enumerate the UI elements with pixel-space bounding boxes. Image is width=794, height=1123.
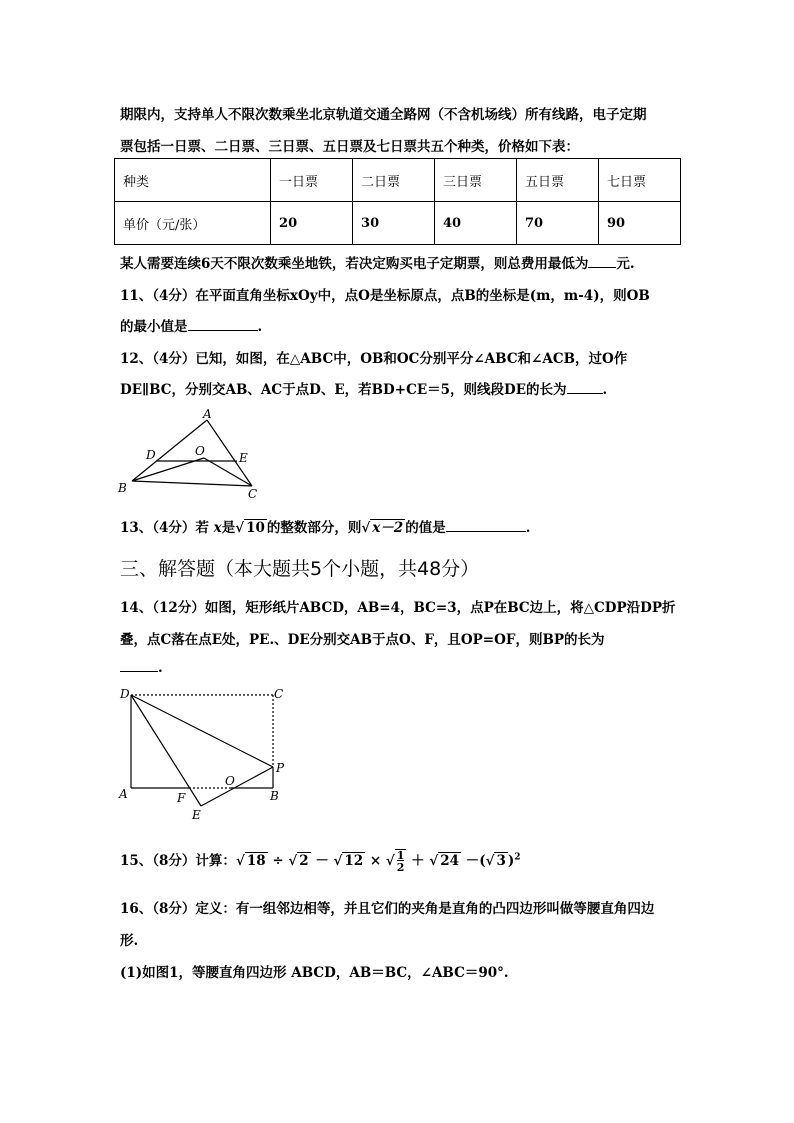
q12-line-1: 12、（4分）已知，如图，在△ABC中，OB和OC分别平分∠ABC和∠ACB，过O作 bbox=[120, 351, 628, 367]
op-divide: ÷ bbox=[272, 853, 284, 869]
q10-text: 某人需要连续6天不限次数乘坐地铁，若决定购买电子定期票，则总费用最低为 bbox=[120, 256, 589, 272]
q13-end: . bbox=[525, 520, 531, 536]
fraction-half bbox=[395, 849, 407, 874]
table-row bbox=[115, 202, 681, 245]
exponent-2: 2 bbox=[514, 852, 521, 863]
section-title: 三、解答题（本大题共5个小题，共48分） bbox=[120, 558, 480, 580]
label-c: C bbox=[248, 487, 258, 500]
q11-end: . bbox=[257, 319, 263, 335]
q14-line-3 bbox=[120, 659, 163, 676]
q12-end: . bbox=[602, 382, 608, 398]
table-header-cell: 种类 bbox=[115, 159, 271, 202]
q13-radicand-1: 10 bbox=[246, 520, 265, 536]
label-o: O bbox=[195, 444, 205, 458]
q12-text: DE∥BC，分别交AB、AC于点D、E，若BD+CE＝5，则线段DE的长为 bbox=[120, 382, 567, 398]
segment-de bbox=[131, 695, 201, 806]
op-plus: ＋ bbox=[411, 853, 425, 869]
q14-end: . bbox=[158, 660, 163, 676]
q10-tail bbox=[120, 252, 635, 272]
table-header-cell: 五日票 bbox=[517, 159, 599, 202]
answer-blank bbox=[446, 519, 526, 532]
label-a: A bbox=[119, 787, 128, 801]
label-d: D bbox=[146, 448, 156, 462]
intro-line-1: 期限内，支持单人不限次数乘坐北京轨道交通全路网（不含机场线）所有线路，电子定期 bbox=[120, 107, 647, 123]
q13-line: 13、（4分）若 x是√ 10 的整数部分，则√ x－2 的值是 . bbox=[120, 520, 531, 536]
q13-is: 是 bbox=[221, 520, 236, 536]
fraction-numerator: 1 bbox=[396, 849, 405, 862]
answer-blank bbox=[188, 318, 258, 331]
q11-line-2 bbox=[120, 315, 262, 335]
label-o: O bbox=[225, 774, 235, 788]
radicand-3: 3 bbox=[496, 853, 506, 869]
segment-bc bbox=[132, 481, 252, 486]
label-p: P bbox=[276, 761, 285, 775]
close-paren: ) bbox=[507, 853, 515, 869]
q16-line-2: 形. bbox=[120, 933, 139, 949]
table-cell: 90 bbox=[598, 202, 680, 245]
op-minus-paren: －( bbox=[465, 853, 486, 869]
q10-unit: 元. bbox=[616, 256, 635, 272]
q16-line-3: (1)如图1，等腰直角四边形 ABCD，AB＝BC，∠ABC＝90°. bbox=[120, 965, 509, 981]
answer-blank bbox=[120, 659, 158, 672]
radicand-18: 18 bbox=[246, 853, 266, 869]
radicand-2: 2 bbox=[299, 853, 309, 869]
table-cell: 20 bbox=[271, 202, 353, 245]
q14-line-1: 14、（12分）如图，矩形纸片ABCD，AB=4，BC=3，点P在BC边上，将△CDP沿DP折 bbox=[120, 600, 676, 616]
q13-mid: 的整数部分，则 bbox=[266, 520, 362, 536]
label-d: D bbox=[120, 687, 130, 701]
q12-line-2 bbox=[120, 378, 607, 398]
q13-prefix: 13、（4分）若 bbox=[120, 520, 209, 536]
table-header-cell: 一日票 bbox=[271, 159, 353, 202]
rectangle-fold-figure bbox=[112, 684, 292, 824]
q15-prefix: 15、（8分）计算： bbox=[120, 853, 236, 869]
table-row-label: 单价（元/张） bbox=[115, 202, 271, 245]
table-cell: 70 bbox=[517, 202, 599, 245]
table-header-cell: 三日票 bbox=[435, 159, 517, 202]
segment-ep bbox=[201, 767, 273, 806]
q13-radicand-2: x－2 bbox=[372, 520, 404, 536]
fraction-denominator: 2 bbox=[396, 861, 405, 874]
radicand-12: 12 bbox=[344, 853, 364, 869]
q11-text: 的最小值是 bbox=[120, 319, 188, 335]
segment-dp bbox=[131, 695, 273, 767]
q11-line-1: 11、（4分）在平面直角坐标xOy中，点O是坐标原点，点B的坐标是(m，m-4)，则OB bbox=[120, 288, 650, 304]
label-a: A bbox=[203, 407, 212, 421]
table-header-cell: 二日票 bbox=[353, 159, 435, 202]
intro-line-2: 票包括一日票、二日票、三日票、五日票及七日票共五个种类，价格如下表： bbox=[120, 139, 579, 155]
answer-blank bbox=[567, 381, 603, 394]
table-cell: 30 bbox=[353, 202, 435, 245]
q15-line: 15、（8分）计算：√ 18 ÷ √ 2 － √ $12 \times √\frac{1}{2}$ ＋ √ 24 －(√ 3 )$^2$ bbox=[120, 849, 521, 874]
label-c: C bbox=[274, 687, 284, 701]
q14-line-2: 叠，点C落在点E处，PE.、DE分别交AB于点O、F，且OP=OF，则BP的长为 bbox=[120, 632, 605, 648]
table-cell: 40 bbox=[435, 202, 517, 245]
price-table bbox=[114, 158, 681, 245]
op-minus: － bbox=[315, 853, 329, 869]
answer-blank bbox=[588, 255, 616, 268]
table-header-cell: 七日票 bbox=[598, 159, 680, 202]
q13-var-x: x bbox=[213, 520, 222, 536]
label-f: F bbox=[177, 791, 186, 805]
label-b: B bbox=[270, 789, 279, 803]
op-times: × bbox=[369, 853, 382, 869]
q16-line-1: 16、（8分）定义：有一组邻边相等，并且它们的夹角是直角的凸四边形叫做等腰直角四边 bbox=[120, 901, 655, 917]
label-b: B bbox=[118, 481, 127, 495]
radicand-24: 24 bbox=[440, 853, 460, 869]
label-e: E bbox=[239, 451, 248, 465]
q13-suffix: 的值是 bbox=[405, 520, 446, 536]
label-e: E bbox=[192, 808, 201, 822]
triangle-figure bbox=[112, 404, 272, 500]
table-header-row bbox=[115, 159, 681, 202]
